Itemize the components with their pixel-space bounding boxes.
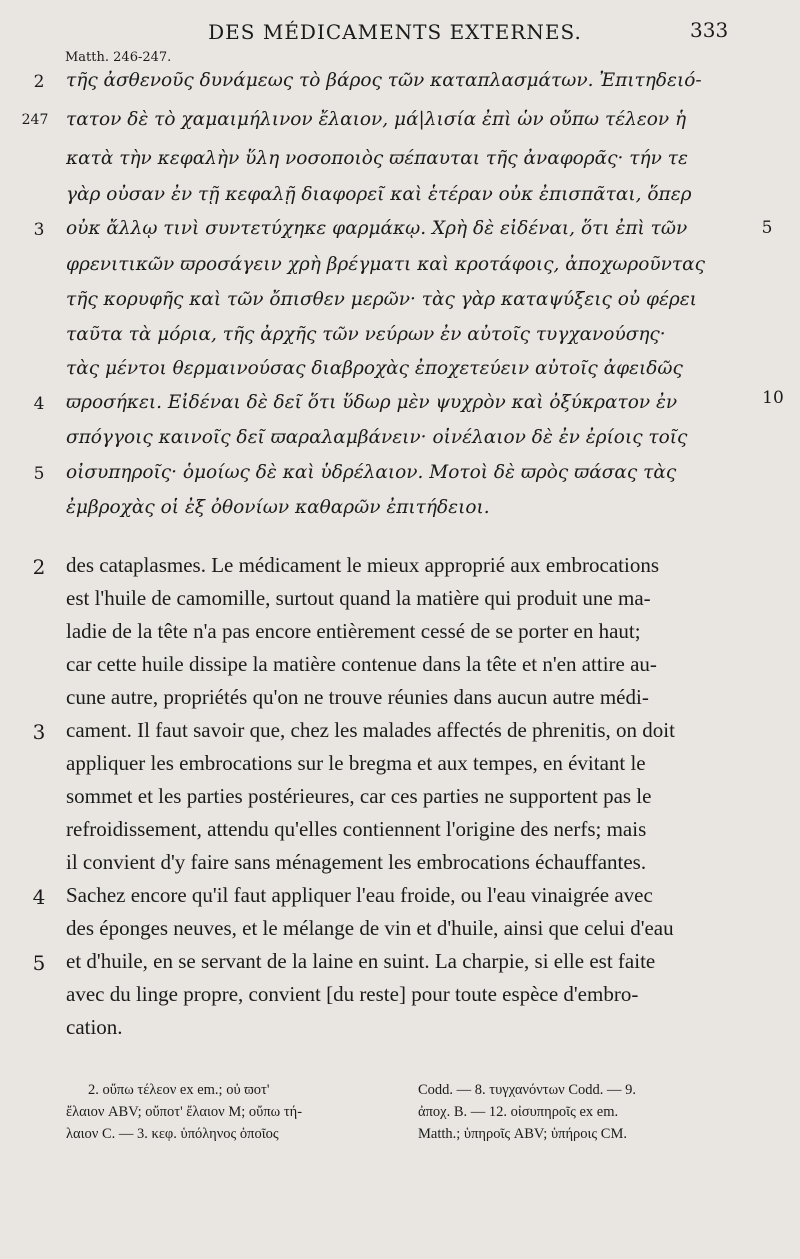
greek-line: τῆς κορυφῆς καὶ τῶν ὄπισθεν μερῶν· τὰς γὰρ καταψύξεις οὐ φέρει <box>66 289 697 310</box>
apparatus-note-line: ἀποχ. B. — 12. οἰσυπηροῖς ex em. <box>418 1104 619 1120</box>
greek-line: ταῦτα τὰ μόρια, τῆς ἀρχῆς τῶν νεύρων ἐν αὐτοῖς τυγχανούσης· <box>66 324 666 345</box>
section-number: 2 <box>33 72 45 92</box>
translation-line: des cataplasmes. Le médicament le mieux approprié aux embrocations <box>66 553 660 577</box>
greek-line: γὰρ οὖσαν ἐν τῇ κεφαλῇ διαφορεῖ καὶ ἑτέραν οὐκ ἐπισπᾶται, ὅπερ <box>66 184 692 205</box>
translation-line: Sachez encore qu'il faut appliquer l'eau froide, ou l'eau vinaigrée avec <box>66 883 653 907</box>
translation-line: car cette huile dissipe la matière contenue dans la tête et n'en attire au- <box>66 652 657 676</box>
translation-line: cation. <box>66 1015 123 1039</box>
section-number: 3 <box>32 720 46 744</box>
greek-line: οὐκ ἄλλῳ τινὶ συντετύχηκε φαρμάκῳ. Χρὴ δὲ εἰδέναι, ὅτι ἐπὶ τῶν <box>66 218 688 239</box>
translation-line: sommet et les parties postérieures, car ces parties ne supportent pas le <box>66 784 652 808</box>
line-number: 10 <box>762 388 784 408</box>
translation-line: refroidissement, attendu qu'elles contiennent l'origine des nerfs; mais <box>66 817 647 841</box>
edition-reference: Matth. 246-247. <box>65 50 172 65</box>
page-number: 333 <box>690 18 729 42</box>
translation-line: cament. Il faut savoir que, chez les malades affectés de phrenitis, on doit <box>66 718 675 742</box>
apparatus-note-line: λαιον C. — 3. κεφ. ὑπόληνος ὁποῖος <box>66 1126 279 1142</box>
translation-line: est l'huile de camomille, surtout quand la matière qui produit une ma- <box>66 586 651 610</box>
greek-line: ἐμβροχὰς οἱ ἐξ ὀθονίων καθαρῶν ἐπιτήδειοι. <box>66 497 490 518</box>
greek-line: τατον δὲ τὸ χαμαιμήλινον ἔλαιον, μά|λισία ἐπὶ ὧν οὔπω τέλεον ἡ <box>66 109 687 130</box>
translation-line: cune autre, propriétés qu'on ne trouve réunies dans aucun autre médi- <box>66 685 649 709</box>
running-header-title: DES MÉDICAMENTS EXTERNES. <box>208 20 582 44</box>
greek-line: τῆς ἀσθενοῦς δυνάμεως τὸ βάρος τῶν καταπλασμάτων. Ἐπιτηδειό- <box>66 70 702 91</box>
apparatus-note-line: Matth.; ὑπηροῖς ABV; ὑπήροις CM. <box>418 1126 627 1142</box>
translation-line: appliquer les embrocations sur le bregma et aux tempes, en évitant le <box>66 751 646 775</box>
line-number: 5 <box>761 218 773 238</box>
translation-line: des éponges neuves, et le mélange de vin et d'huile, ainsi que celui d'eau <box>66 916 674 940</box>
apparatus-note-line: ἔλαιον ABV; οὔποτ' ἔλαιον M; οὔπω τή- <box>66 1104 303 1120</box>
apparatus-note-line: Codd. — 8. τυγχανόντων Codd. — 9. <box>418 1082 637 1098</box>
greek-line: σπόγγοις καινοῖς δεῖ ϖαραλαμβάνειν· οἰνέλαιον δὲ ἐν ἐρίοις τοῖς <box>66 427 688 448</box>
translation-line: avec du linge propre, convient [du reste] pour toute espèce d'embro- <box>66 982 639 1006</box>
greek-line: τὰς μέντοι θερμαινούσας διαβροχὰς ἐποχετεύειν αὐτοῖς ἀφειδῶς <box>66 358 683 379</box>
translation-line: ladie de la tête n'a pas encore entièrement cessé de se porter en haut; <box>66 619 641 643</box>
section-number: 2 <box>32 555 46 579</box>
section-number: 5 <box>33 464 45 484</box>
greek-line: φρενιτικῶν ϖροσάγειν χρὴ βρέγματι καὶ κροτάφοις, ἀποχωροῦντας <box>66 254 705 275</box>
apparatus-note-line: 2. οὔπω τέλεον ex em.; οὐ ϖοτ' <box>88 1082 270 1098</box>
translation-line: il convient d'y faire sans ménagement les embrocations échauffantes. <box>66 850 647 874</box>
translation-line: et d'huile, en se servant de la laine en suint. La charpie, si elle est faite <box>66 949 656 973</box>
section-number: 3 <box>33 220 45 240</box>
greek-line: οἰσυπηροῖς· ὁμοίως δὲ καὶ ὑδρέλαιον. Μοτοὶ δὲ ϖρὸς ϖάσας τὰς <box>66 462 677 483</box>
greek-line: κατὰ τὴν κεφαλὴν ὕλη νοσοποιὸς ϖέπαυται τῆς ἀναφορᾶς· τήν τε <box>66 148 688 169</box>
greek-line: ϖροσήκει. Εἰδέναι δὲ δεῖ ὅτι ὕδωρ μὲν ψυχρὸν καὶ ὀξύκρατον ἐν <box>66 392 678 413</box>
section-number: 4 <box>33 394 45 414</box>
section-number: 5 <box>32 951 46 975</box>
section-number: 4 <box>32 885 46 909</box>
matthaei-page-number: 247 <box>21 112 49 128</box>
